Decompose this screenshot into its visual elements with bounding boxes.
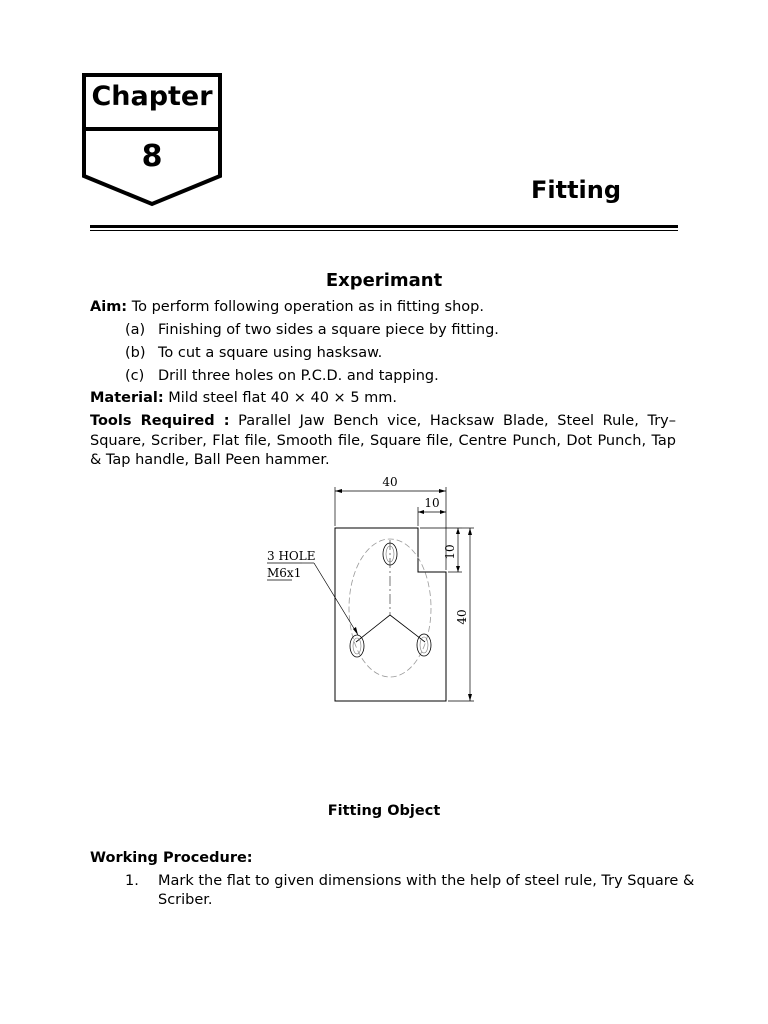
aim-item-marker: (c)	[125, 368, 145, 384]
section-title: Experimant	[325, 270, 443, 291]
fitting-drawing-svg	[262, 470, 482, 710]
aim-line	[90, 299, 484, 315]
chapter-title: Fitting	[530, 176, 622, 204]
tools-label: Tools Required :	[90, 413, 230, 429]
material-label: Material:	[90, 390, 164, 406]
dim-notch-height-label: 10	[443, 544, 457, 560]
material-text: Mild steel flat 40 × 40 × 5 mm.	[163, 390, 398, 406]
hole-note-line2: M6x1	[267, 566, 302, 580]
centre-line-right	[390, 615, 425, 642]
procedure-label: Working Procedure:	[90, 850, 253, 866]
tools-paragraph	[90, 412, 676, 471]
plate-outline	[335, 528, 446, 701]
aim-item-text: To cut a square using hasksaw.	[158, 345, 383, 361]
hole-note-leader	[314, 563, 358, 635]
dim-width-label: 40	[382, 475, 398, 489]
hole-note-line1: 3 HOLE	[267, 549, 316, 563]
procedure-step-line1: Mark the flat to given dimensions with the help of steel rule, Try Square &	[158, 873, 695, 889]
aim-item-text: Drill three holes on P.C.D. and tapping.	[158, 368, 439, 384]
chapter-label: Chapter	[91, 81, 213, 112]
material-line	[90, 390, 397, 406]
tools-text: Parallel Jaw Bench vice, Hacksaw Blade, Steel Rule, Try–Square, Scriber, Flat file, Smooth file, Square file, Centre Punch, Dot Punch, Tap & Tap handle, Ball Peen hammer.	[90, 413, 677, 468]
dim-notch-width-label: 10	[424, 496, 440, 510]
aim-item-marker: (a)	[125, 322, 146, 338]
procedure-step-marker: 1.	[125, 873, 139, 889]
aim-item-marker: (b)	[125, 345, 146, 361]
centre-line-left	[356, 615, 390, 642]
procedure-step-line2: Scriber.	[158, 892, 213, 908]
header-rule-thick	[90, 225, 678, 228]
fitting-drawing	[262, 470, 482, 710]
figure-caption: Fitting Object	[327, 803, 441, 819]
header-rule-thin	[90, 230, 678, 231]
aim-text: To perform following operation as in fitting shop.	[127, 299, 484, 315]
chapter-badge	[82, 73, 222, 207]
dim-height-label: 40	[455, 609, 469, 625]
chapter-number: 8	[141, 139, 163, 174]
aim-label: Aim:	[90, 299, 128, 315]
aim-item-text: Finishing of two sides a square piece by fitting.	[158, 322, 499, 338]
